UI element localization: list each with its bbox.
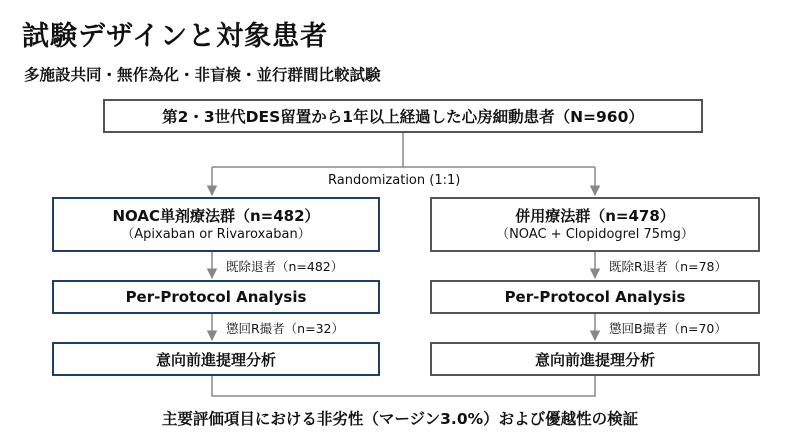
page-title: 試験デザインと対象患者 [22,21,329,52]
page-subtitle: 多施設共同・無作為化・非盲検・並行群間比較試験 [24,66,381,84]
right-itt-box: 意向前進提理分析 [430,342,760,376]
left-step2-note: 懲回R撮者（n=32） [226,321,344,336]
right-per-protocol-box: Per-Protocol Analysis [430,280,760,314]
right-step1-note: 既除R退者（n=78） [609,259,727,274]
left-arm-detail: （Apixaban or Rivaroxaban） [121,226,311,242]
right-step2-note: 懲回B撮者（n=70） [609,321,727,336]
conclusion-label: 主要評価項目における非劣性（マージン3.0%）および優越性の検証 [161,410,639,428]
right-arm-box [430,197,760,252]
right-arm-name: 併用療法群（n=478） [515,206,675,225]
left-itt-box: 意向前進提理分析 [52,342,380,376]
population-box: 第2・3世代DES留置から1年以上経過した心房細動患者（N=960） [103,99,703,133]
left-step1-note: 既除退者（n=482） [226,259,344,274]
left-arm-box [52,197,380,252]
left-arm-name: NOAC単剤療法群（n=482） [112,206,320,225]
right-arm-detail: （NOAC + Clopidogrel 75mg） [496,226,694,242]
randomization-label: Randomization (1:1) [328,173,461,188]
merge-bracket [212,376,595,396]
left-per-protocol-box: Per-Protocol Analysis [52,280,380,314]
